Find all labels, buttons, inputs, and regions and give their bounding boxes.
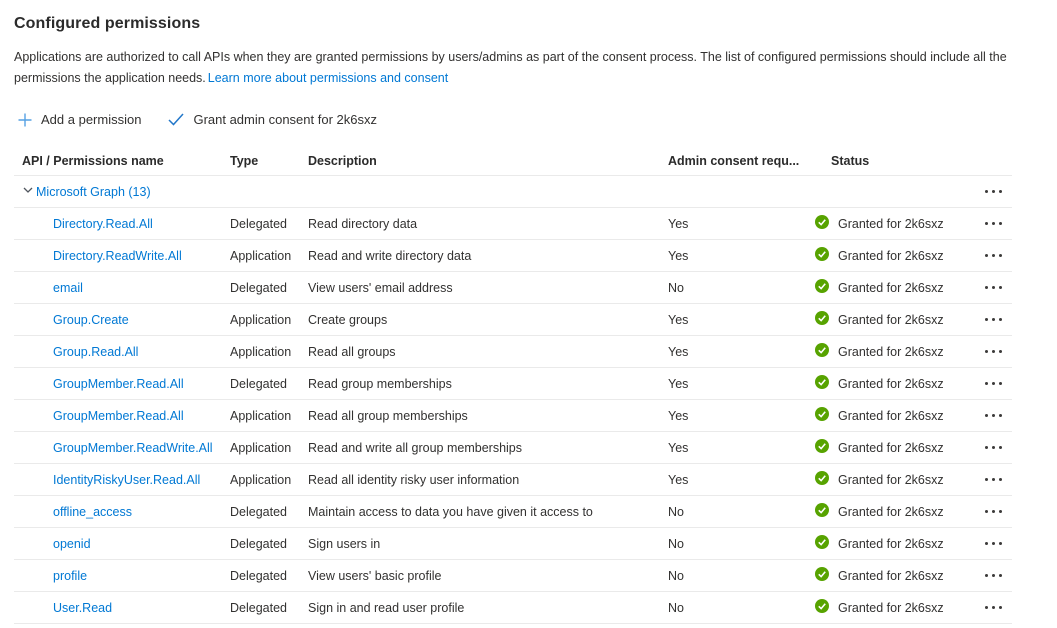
table-row: [14, 368, 1012, 400]
more-options-button[interactable]: [975, 176, 1012, 207]
permission-type: Application: [230, 344, 292, 359]
learn-more-link[interactable]: Learn more about permissions and consent: [207, 71, 449, 85]
permissions-table: [14, 146, 1012, 624]
permission-description: Read and write all group memberships: [308, 440, 522, 455]
chevron-down-icon: [22, 184, 34, 199]
admin-consent-required-value: Yes: [668, 216, 689, 231]
admin-consent-required-value: Yes: [668, 472, 689, 487]
grant-admin-consent-label: Grant admin consent for 2k6sxz: [193, 112, 377, 127]
permission-description: Create groups: [308, 312, 388, 327]
status-text: Granted for 2k6sxz: [838, 312, 944, 327]
permission-description: Read directory data: [308, 216, 418, 231]
permission-type: Delegated: [230, 600, 287, 615]
permission-status: [815, 439, 975, 456]
permission-type: Application: [230, 248, 292, 263]
collapse-group-button[interactable]: [14, 184, 36, 199]
admin-consent-required-value: No: [668, 600, 684, 615]
permission-name-link[interactable]: openid: [53, 536, 91, 551]
header-status: Status: [831, 153, 870, 168]
permission-type: Application: [230, 440, 292, 455]
permission-status: [815, 567, 975, 584]
permission-name-link[interactable]: GroupMember.Read.All: [53, 408, 184, 423]
status-text: Granted for 2k6sxz: [838, 600, 944, 615]
header-description: Description: [308, 153, 377, 168]
permission-type: Application: [230, 472, 292, 487]
permission-status: [815, 503, 975, 520]
table-row: [14, 272, 1012, 304]
status-text: Granted for 2k6sxz: [838, 504, 944, 519]
granted-check-icon: [815, 599, 829, 616]
status-text: Granted for 2k6sxz: [838, 472, 944, 487]
table-row: [14, 464, 1012, 496]
permission-name-link[interactable]: GroupMember.ReadWrite.All: [53, 440, 213, 455]
granted-check-icon: [815, 311, 829, 328]
admin-consent-required-value: No: [668, 280, 684, 295]
more-options-button[interactable]: [975, 240, 1012, 271]
permission-type: Delegated: [230, 536, 287, 551]
permission-description: Sign in and read user profile: [308, 600, 465, 615]
more-options-button[interactable]: [975, 496, 1012, 527]
permission-status: [815, 471, 975, 488]
table-header-row: [14, 146, 1012, 176]
header-admin-consent-required: Admin consent requ...: [668, 153, 800, 168]
permission-status: [815, 343, 975, 360]
table-row: [14, 496, 1012, 528]
admin-consent-required-value: Yes: [668, 440, 689, 455]
more-options-button[interactable]: [975, 560, 1012, 591]
admin-consent-required-value: Yes: [668, 344, 689, 359]
page-title: Configured permissions: [14, 15, 201, 32]
granted-check-icon: [815, 247, 829, 264]
permission-status: [815, 375, 975, 392]
admin-consent-required-value: Yes: [668, 312, 689, 327]
permission-status: [815, 247, 975, 264]
status-text: Granted for 2k6sxz: [838, 376, 944, 391]
permission-type: Delegated: [230, 504, 287, 519]
header-api-permissions-name: API / Permissions name: [22, 153, 164, 168]
permission-name-link[interactable]: GroupMember.Read.All: [53, 376, 184, 391]
granted-check-icon: [815, 375, 829, 392]
admin-consent-required-value: No: [668, 568, 684, 583]
more-options-button[interactable]: [975, 432, 1012, 463]
permission-name-link[interactable]: Directory.Read.All: [53, 216, 153, 231]
table-row: [14, 336, 1012, 368]
permission-name-link[interactable]: Group.Create: [53, 312, 129, 327]
admin-consent-required-value: Yes: [668, 376, 689, 391]
more-options-button[interactable]: [975, 304, 1012, 335]
status-text: Granted for 2k6sxz: [838, 568, 944, 583]
permission-description: View users' basic profile: [308, 568, 442, 583]
permission-name-link[interactable]: Group.Read.All: [53, 344, 139, 359]
toolbar: [14, 110, 1012, 129]
permission-name-link[interactable]: User.Read: [53, 600, 113, 615]
table-row: [14, 592, 1012, 624]
admin-consent-required-value: No: [668, 504, 684, 519]
permission-name-link[interactable]: IdentityRiskyUser.Read.All: [53, 472, 201, 487]
page-description: [14, 47, 1012, 89]
more-options-button[interactable]: [975, 592, 1012, 623]
permission-description: View users' email address: [308, 280, 453, 295]
permission-status: [815, 535, 975, 552]
status-text: Granted for 2k6sxz: [838, 344, 944, 359]
more-options-button[interactable]: [975, 400, 1012, 431]
table-row: [14, 240, 1012, 272]
granted-check-icon: [815, 279, 829, 296]
admin-consent-required-value: No: [668, 536, 684, 551]
permission-description: Read and write directory data: [308, 248, 472, 263]
permission-description: Read all group memberships: [308, 408, 468, 423]
table-row: [14, 432, 1012, 464]
permission-type: Delegated: [230, 568, 287, 583]
status-text: Granted for 2k6sxz: [838, 280, 944, 295]
description-text: Applications are authorized to call APIs when they are granted permissions by users/admins as part of the consent process. The list of configured permissions should include all the permissions the application needs.: [14, 50, 1007, 85]
permission-type: Delegated: [230, 376, 287, 391]
header-type: Type: [230, 153, 259, 168]
permission-name-link[interactable]: profile: [53, 568, 88, 583]
table-row: [14, 560, 1012, 592]
status-text: Granted for 2k6sxz: [838, 440, 944, 455]
granted-check-icon: [815, 343, 829, 360]
admin-consent-required-value: Yes: [668, 408, 689, 423]
permission-name-link[interactable]: offline_access: [53, 504, 132, 519]
add-permission-button[interactable]: [14, 110, 145, 129]
admin-consent-required-value: Yes: [668, 248, 689, 263]
grant-admin-consent-button[interactable]: [164, 110, 381, 129]
plus-icon: [18, 113, 32, 127]
table-row: [14, 304, 1012, 336]
permission-status: [815, 407, 975, 424]
more-options-button[interactable]: [975, 368, 1012, 399]
granted-check-icon: [815, 535, 829, 552]
status-text: Granted for 2k6sxz: [838, 216, 944, 231]
permission-type: Application: [230, 408, 292, 423]
more-options-button[interactable]: [975, 336, 1012, 367]
permission-description: Maintain access to data you have given it access to: [308, 504, 593, 519]
permission-description: Sign users in: [308, 536, 381, 551]
granted-check-icon: [815, 407, 829, 424]
permission-type: Delegated: [230, 280, 287, 295]
add-permission-label: Add a permission: [41, 112, 142, 127]
table-row: [14, 400, 1012, 432]
permission-name-link[interactable]: Directory.ReadWrite.All: [53, 248, 182, 263]
table-row: [14, 208, 1012, 240]
api-group-link[interactable]: Microsoft Graph (13): [36, 184, 151, 199]
permission-status: [815, 311, 975, 328]
granted-check-icon: [815, 471, 829, 488]
table-rows: [14, 208, 1012, 624]
permission-description: Read group memberships: [308, 376, 452, 391]
permission-status: [815, 279, 975, 296]
granted-check-icon: [815, 503, 829, 520]
status-text: Granted for 2k6sxz: [838, 408, 944, 423]
more-options-button[interactable]: [975, 464, 1012, 495]
status-text: Granted for 2k6sxz: [838, 536, 944, 551]
more-options-button[interactable]: [975, 528, 1012, 559]
permission-status: [815, 215, 975, 232]
permission-type: Delegated: [230, 216, 287, 231]
permission-description: Read all identity risky user information: [308, 472, 520, 487]
granted-check-icon: [815, 215, 829, 232]
more-options-button[interactable]: [975, 208, 1012, 239]
permission-description: Read all groups: [308, 344, 396, 359]
api-group-row-microsoft-graph: [14, 176, 1012, 208]
permission-status: [815, 599, 975, 616]
table-row: [14, 528, 1012, 560]
status-text: Granted for 2k6sxz: [838, 248, 944, 263]
granted-check-icon: [815, 439, 829, 456]
permission-type: Application: [230, 312, 292, 327]
granted-check-icon: [815, 567, 829, 584]
checkmark-icon: [168, 113, 184, 126]
more-options-button[interactable]: [975, 272, 1012, 303]
permission-name-link[interactable]: email: [53, 280, 83, 295]
